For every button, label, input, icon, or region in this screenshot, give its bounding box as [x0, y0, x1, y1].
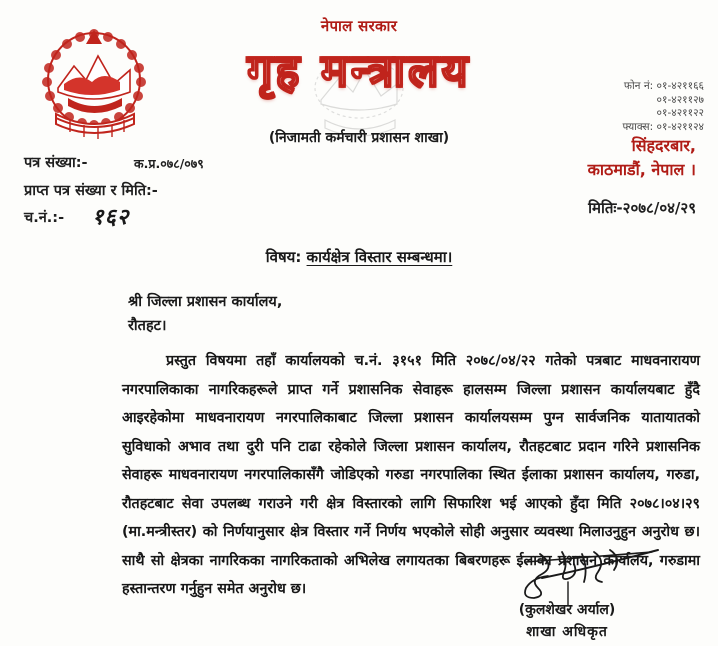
dispatch-number-value: १६२	[92, 205, 130, 230]
letter-number-value: क.प्र.०७८/०७९	[134, 156, 204, 171]
address-line-1: सिंहदरबार,	[631, 136, 696, 155]
addressee-line-2: रौतहट।	[128, 318, 167, 334]
letter-date: मितिः-२०७८/०४/२९	[588, 199, 696, 217]
subject-label: विषय:	[265, 248, 307, 266]
signatory-name: (कुलशेखर अर्याल)	[518, 602, 616, 618]
received-letter-label: प्राप्त पत्र संख्या र मिति:-	[24, 183, 158, 199]
contact-block	[489, 80, 704, 134]
letter-body-paragraph: प्रस्तुत विषयमा तहाँ कार्यालयको च.नं. ३१५१ मिति २०७८/०४/२२ गतेको पत्रबाट माधवनारायण नगरपालिकाका नागरिकहरूले प्राप्त गर्ने प्रशासनिक सेवाहरू हालसम्म जिल्ला प्रशासन कार्यालयबाट हुँदै आइरहेकोमा माधवनारायण नगरपालिकाबाट जिल्ला प्रशासन कार्यालयसम्म पुग्न सार्वजनिक यातायातको सुविधाको अभाव तथा दुरी पनि टाढा रहेकोले जिल्ला प्रशासन कार्यालय, रौतहटबाट प्रदान गरिने प्रशासनिक सेवाहरू माधवनारायण नगरपालिकासँगै जोडिएको गरुडा नगरपालिका स्थित ईलाका प्रशासन कार्यालय, गरुडा, रौतहटबाट सेवा उपलब्ध गराउने गरी क्षेत्र विस्तारको लागि सिफारिश भई आएको हुँदा मिति २०७८।०४।२९ (मा.मन्त्रीस्तर) को निर्णयानुसार क्षेत्र विस्तार गर्ने निर्णय भएकोले सोही अनुसार व्यवस्था मिलाउनुहुन अनुरोध छ। साथै सो क्षेत्रका नागरिकका नागरिकताको अभिलेख लगायतका बिबरणहरू ईलाका प्रशासन कार्यालय, गरुडामा हस्तान्तरण गर्नुहुन समेत अनुरोध छ।	[122, 353, 700, 597]
subject-value: कार्यक्षेत्र विस्तार सम्बन्धमा।	[306, 248, 453, 266]
branch-name: (निजामती कर्मचारी प्रशासन शाखा)	[268, 130, 450, 146]
subject-line	[0, 247, 718, 267]
dispatch-number-label: च.नं.:-	[24, 210, 65, 226]
signatory-post: शाखा अधिकृत	[526, 624, 608, 640]
addressee-block	[128, 290, 282, 338]
address-line-2: काठमाडौं, नेपाल ।	[587, 160, 696, 179]
ministry-title: गृह मन्त्रालय	[247, 44, 471, 97]
letter-number-label: पत्र संख्या:-	[24, 155, 88, 171]
phone-line-2: ०१-४२११२७	[656, 93, 704, 106]
addressee-line-1: श्री जिल्ला प्रशासन कार्यालय,	[128, 294, 283, 310]
phone-line-3: ०१-४२११२२	[656, 107, 704, 119]
phone-line-1: फोन नं: ०१-४२११६६	[623, 80, 704, 92]
fax-line: फ्याक्स: ०१-४२११२४	[622, 120, 704, 133]
government-name: नेपाल सरकार	[320, 17, 398, 35]
